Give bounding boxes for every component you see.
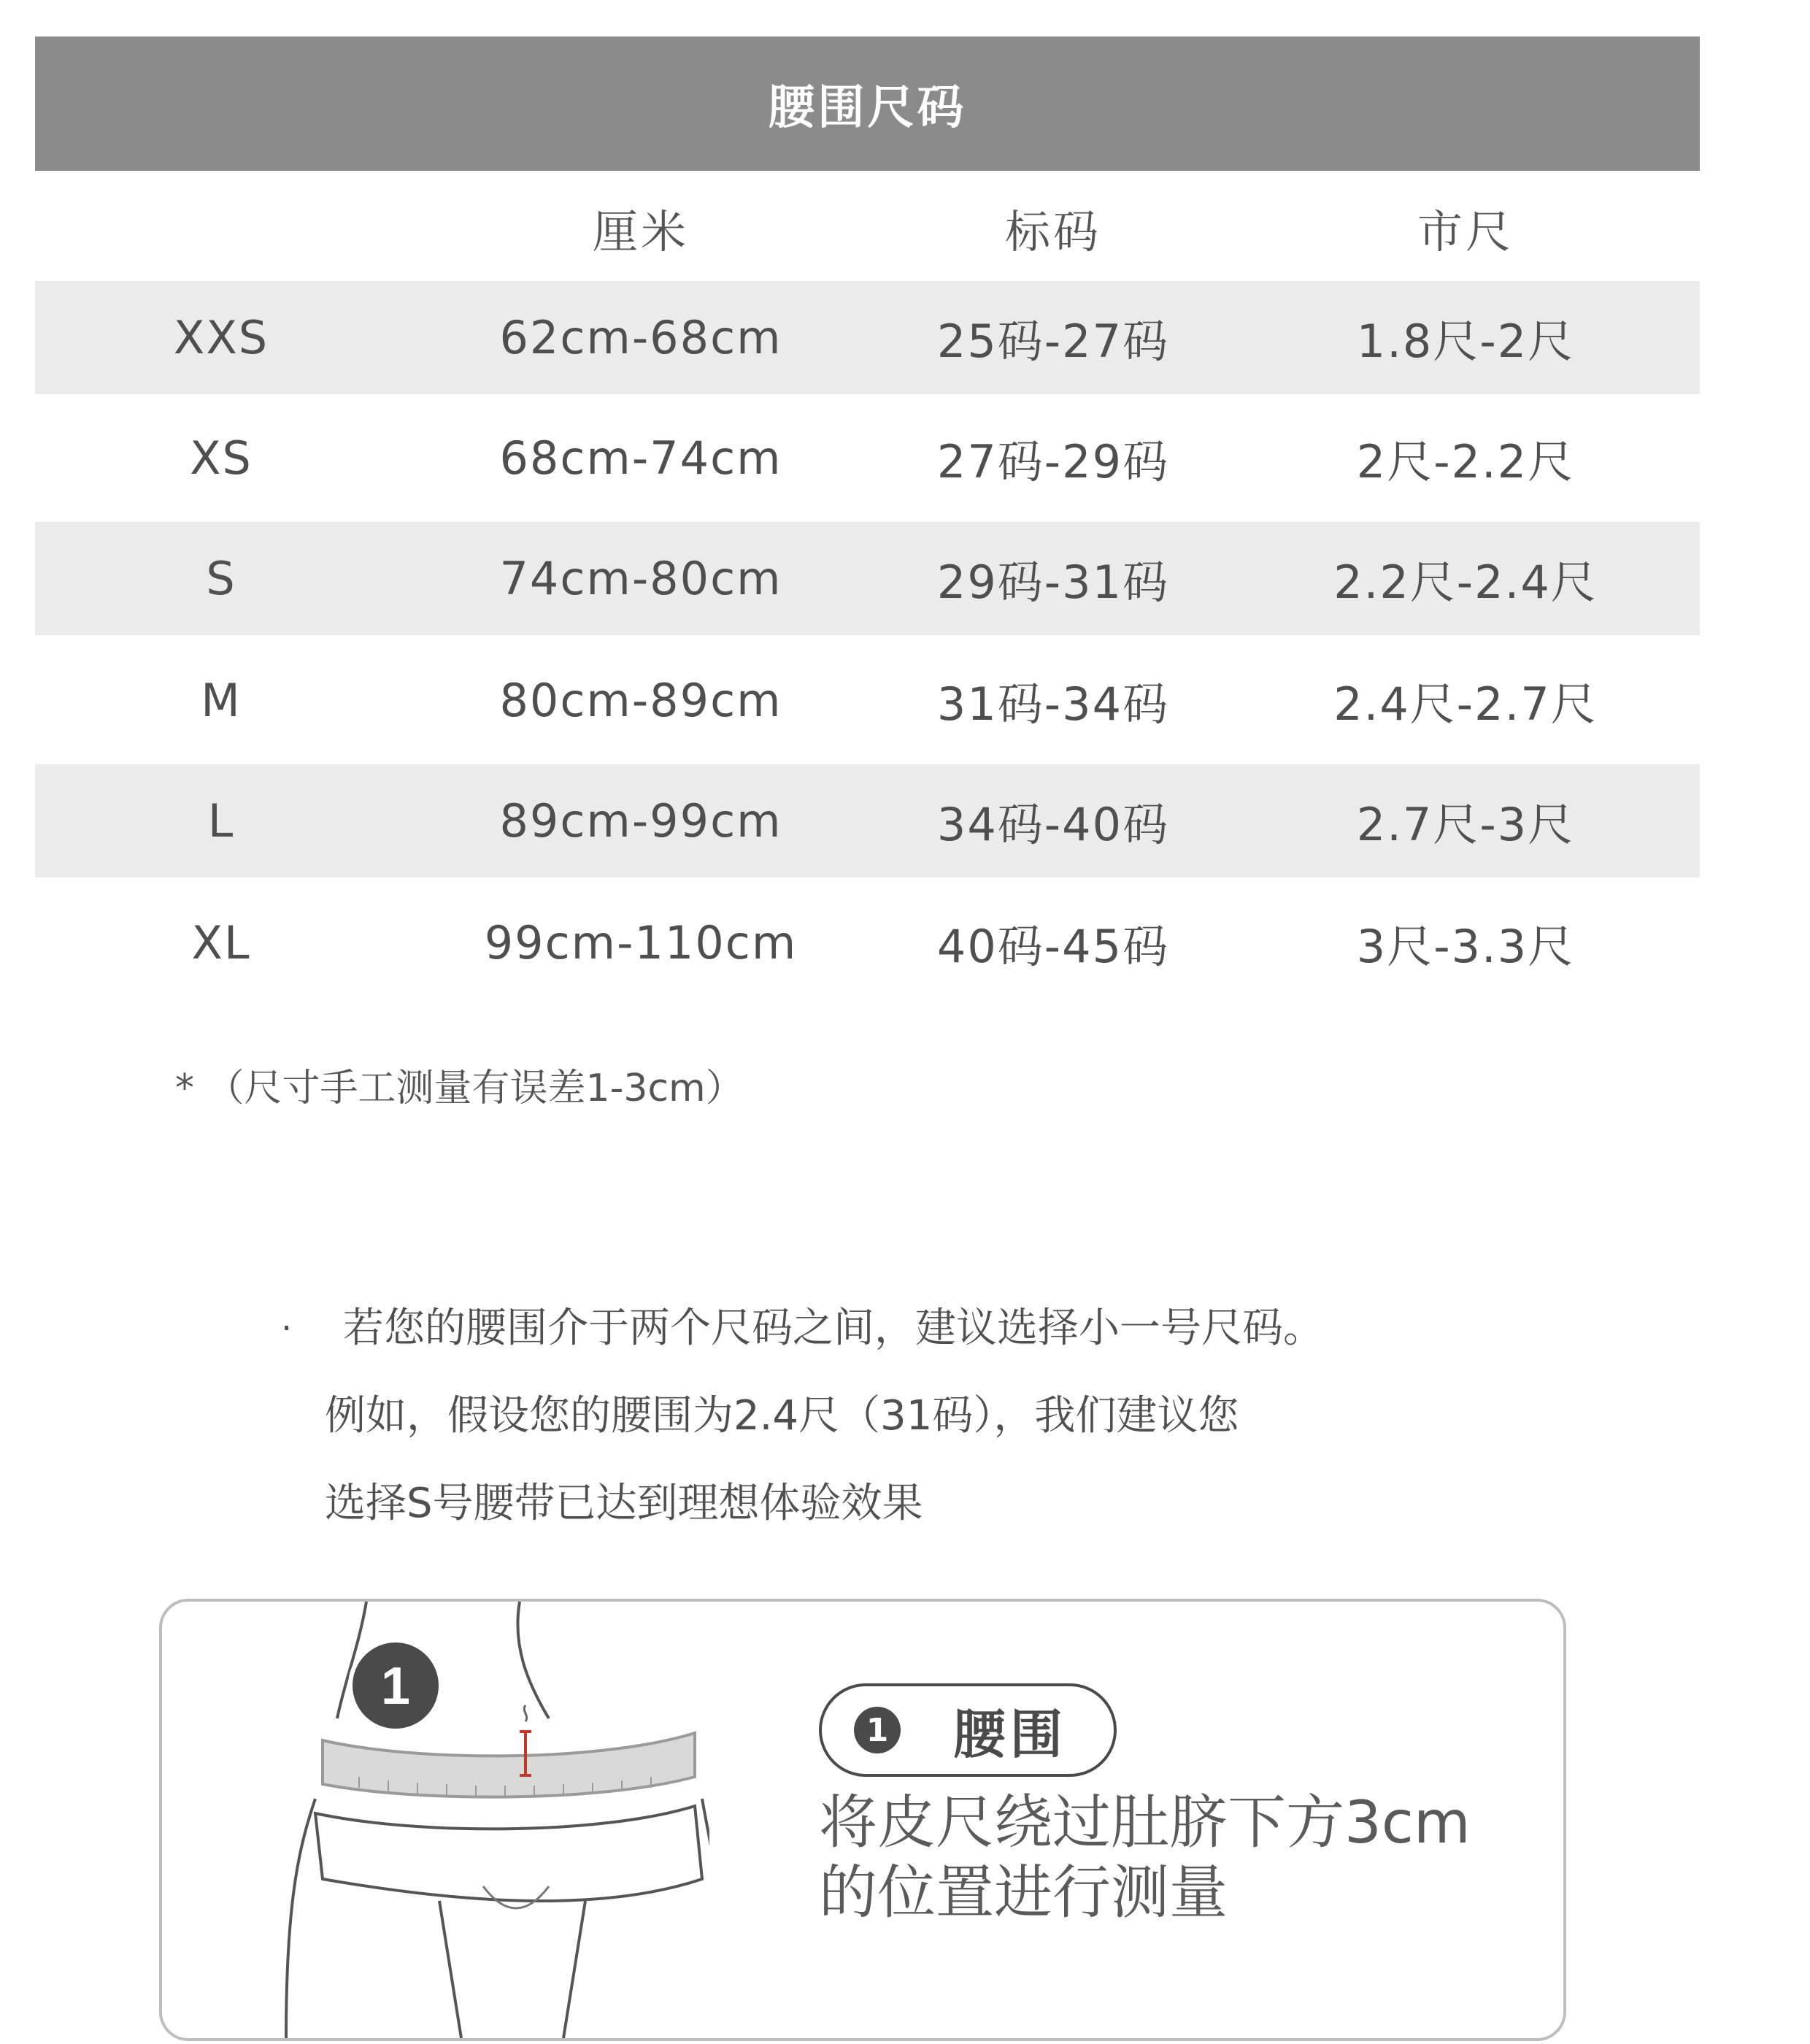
cm-range: 68cm-74cm (499, 431, 782, 485)
advice-line-1: 若您的腰围介于两个尺码之间，建议选择小一号尺码。 (343, 1305, 1324, 1352)
cm-range: 99cm-110cm (484, 916, 798, 969)
size-chart-title: 腰围尺码 (768, 81, 967, 135)
advice-line-2: 例如，假设您的腰围为2.4尺（31码），我们建议您 (325, 1392, 1239, 1440)
bullet-dot: · (281, 1308, 293, 1349)
leg-outline (439, 1901, 585, 2038)
cm-range: 80cm-89cm (499, 674, 782, 727)
waist-measure-illustration (272, 1602, 709, 2038)
measurement-error-note: * （尺寸手工测量有误差1-3cm） (175, 1067, 744, 1110)
column-header-cm: 厘米 (592, 204, 689, 258)
code-range: 25码-27码 (936, 315, 1170, 368)
navel-mark (524, 1705, 526, 1721)
chi-range: 1.8尺-2尺 (1356, 315, 1575, 368)
code-range: 31码-34码 (936, 677, 1170, 731)
table-row (35, 281, 1700, 394)
size-advice (281, 1285, 1324, 1548)
chi-range: 3尺-3.3尺 (1356, 920, 1575, 973)
table-row (35, 644, 1700, 757)
cm-range: 62cm-68cm (499, 311, 782, 364)
chi-range: 2.2尺-2.4尺 (1333, 556, 1598, 609)
code-range: 34码-40码 (936, 798, 1170, 851)
instruction-line-1: 将皮尺绕过肚脐下方3cm (819, 1788, 1471, 1856)
size-label: XS (190, 431, 253, 485)
table-row (35, 886, 1700, 999)
cm-range: 89cm-99cm (499, 794, 782, 848)
code-range: 27码-29码 (936, 435, 1170, 488)
pill-label: 腰围 (953, 1704, 1068, 1765)
measurement-guide-card (159, 1599, 1566, 2041)
measure-instruction (819, 1788, 1471, 1928)
size-label: L (207, 794, 235, 848)
code-range: 40码-45码 (936, 920, 1170, 973)
pill-number: 1 (854, 1707, 901, 1753)
table-row (35, 522, 1700, 635)
chi-range: 2尺-2.2尺 (1356, 435, 1575, 488)
column-header-code: 标码 (1004, 204, 1101, 258)
size-label: XXS (173, 311, 269, 364)
instruction-line-2: 的位置进行测量 (819, 1859, 1228, 1926)
cm-range: 74cm-80cm (499, 552, 782, 605)
waist-label-pill (819, 1683, 1117, 1777)
size-label: S (206, 552, 236, 605)
chi-range: 2.7尺-3尺 (1356, 798, 1575, 851)
tape-measure (323, 1733, 695, 1797)
code-range: 29码-31码 (936, 556, 1170, 609)
step-number-text: 1 (380, 1657, 411, 1716)
size-label: M (201, 674, 242, 727)
table-row (35, 402, 1700, 515)
chi-range: 2.4尺-2.7尺 (1333, 677, 1598, 731)
underwear-outline (315, 1806, 702, 1901)
table-row (35, 764, 1700, 877)
size-chart-header (35, 36, 1700, 171)
size-label: XL (191, 916, 251, 969)
column-header-chi: 市尺 (1417, 204, 1514, 258)
advice-line-3: 选择S号腰带已达到理想体验效果 (325, 1480, 923, 1527)
